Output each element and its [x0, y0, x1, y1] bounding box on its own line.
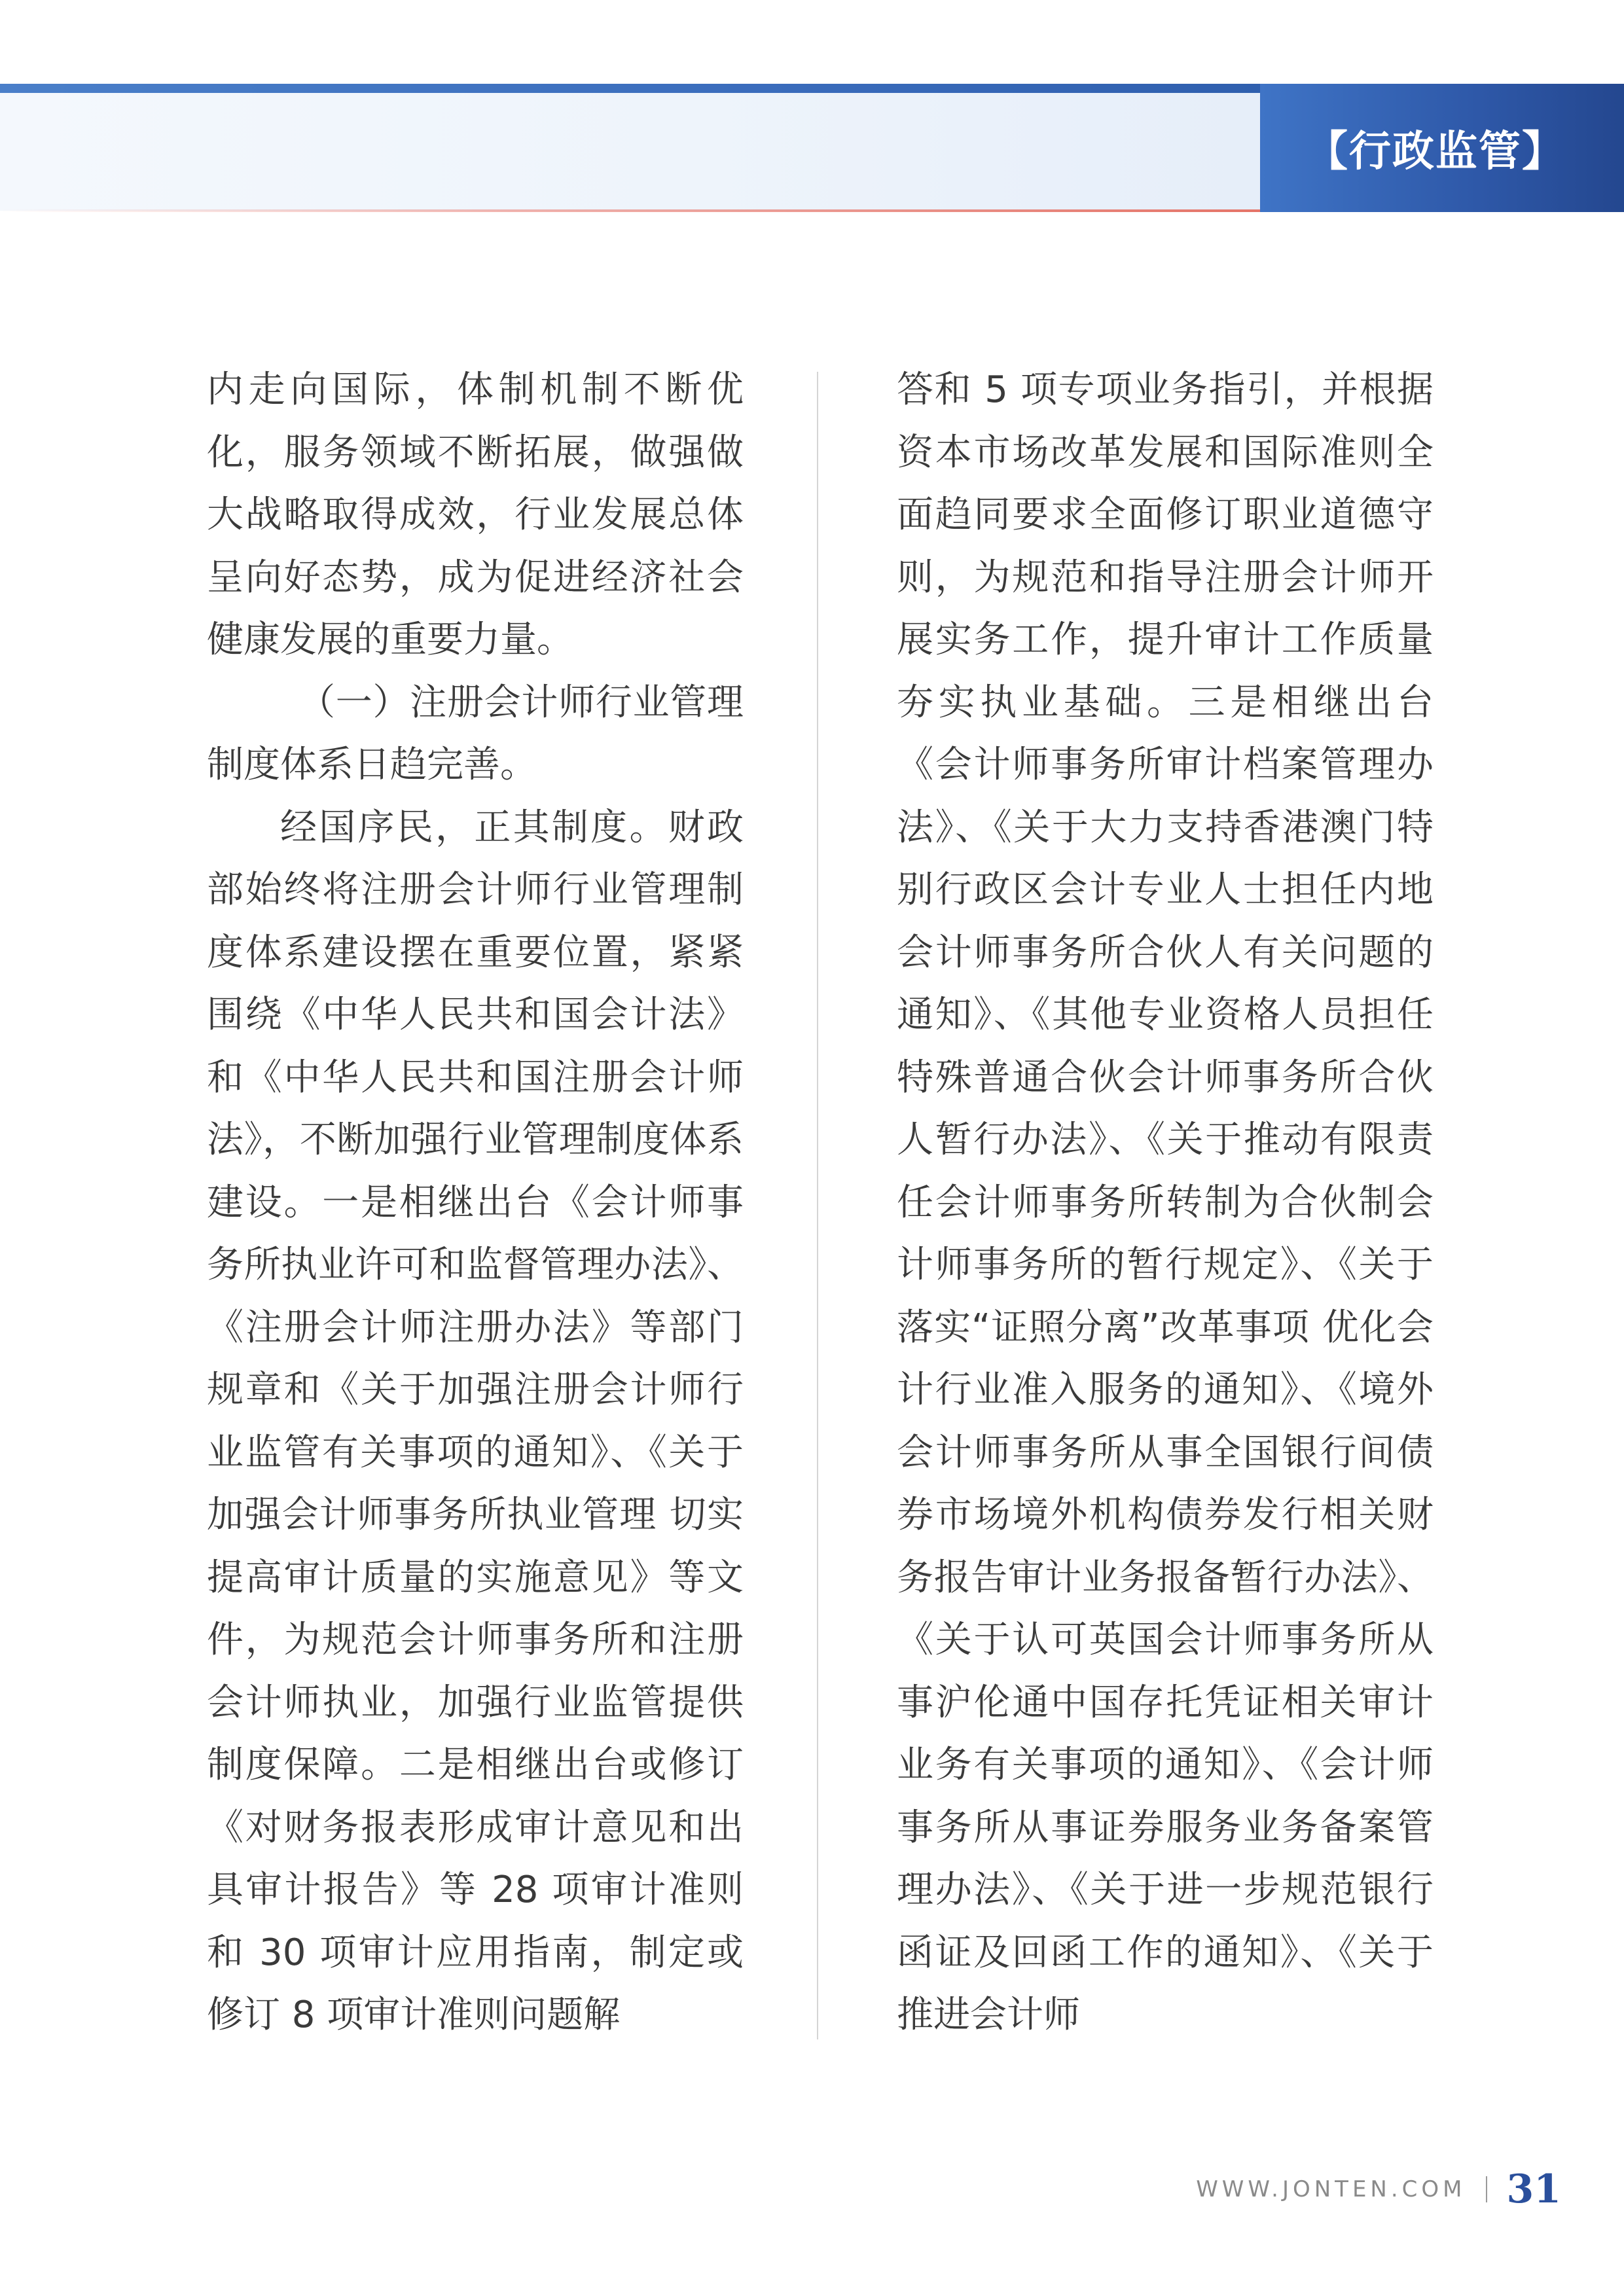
- column-divider: [817, 372, 818, 2039]
- page-footer: [1196, 2160, 1561, 2219]
- header-underline: [0, 209, 1260, 212]
- website-link[interactable]: WWW.JONTEN.COM: [1196, 2176, 1466, 2202]
- footer-separator: [1486, 2176, 1487, 2202]
- section-heading: （一）注册会计师行业管理制度体系日趋完善。: [207, 681, 744, 786]
- header-band: [0, 93, 1260, 211]
- left-paragraph-2: 经国序民，正其制度。财政部始终将注册会计师行业管理制度体系建设摆在重要位置，紧紧围绕《中华人民共和国会计法》和《中华人民共和国注册会计师法》，不断加强行业管理制度体系建设。一是相继出台《会计师事务所执业许可和监督管理办法》、《注册会计师注册办法》等部门规章和《关于加强注册会计师行业监管有关事项的通知》、《关于加强会计师事务所执业管理 切实提高审计质量的实施意见》等文件，为规范会计师事务所和注册会计师执业，加强行业监管提供制度保障。二是相继出台或修订《对财务报表形成审计意见和出具审计报告》等 28 项审计准则和 30 项审计应用指南，制定或修订 8 项审计准则问题解: [207, 806, 744, 2036]
- section-label: 【行政监管】: [1306, 127, 1565, 176]
- section-tab: [1260, 84, 1624, 212]
- left-paragraph-1: 内走向国际，体制机制不断优化，服务领域不断拓展，做强做大战略取得成效，行业发展总体呈向好态势，成为促进经济社会健康发展的重要力量。: [207, 368, 744, 661]
- left-column: [207, 359, 744, 2047]
- right-paragraph-1: 答和 5 项专项业务指引，并根据资本市场改革发展和国际准则全面趋同要求全面修订职业道德守则，为规范和指导注册会计师开展实务工作，提升审计工作质量夯实执业基础。三是相继出台《会计师事务所审计档案管理办法》、《关于大力支持香港澳门特别行政区会计专业人士担任内地会计师事务所合伙人有关问题的通知》、《其他专业资格人员担任特殊普通合伙会计师事务所合伙人暂行办法》、《关于推动有限责任会计师事务所转制为合伙制会计师事务所的暂行规定》、《关于落实“证照分离”改革事项 优化会计行业准入服务的通知》、《境外会计师事务所从事全国银行间债券市场境外机构债券发行相关财务报告审计业务报备暂行办法》、《关于认可英国会计师事务所从事沪伦通中国存托凭证相关审计业务有关事项的通知》、《会计师事务所从事证券服务业务备案管理办法》、《关于进一步规范银行函证及回函工作的通知》、《关于推进会计师: [897, 368, 1434, 2036]
- page-number: 31: [1506, 2166, 1561, 2212]
- right-column: [897, 359, 1434, 2047]
- header-top-rule: [0, 84, 1260, 93]
